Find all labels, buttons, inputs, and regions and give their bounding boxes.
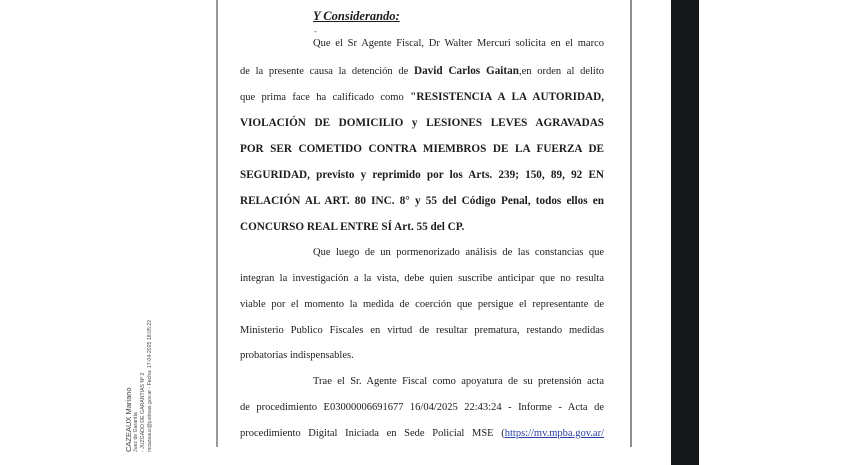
text-span: ,en orden al delito (518, 66, 604, 77)
paragraph-line: probatorias indispensables. (240, 350, 354, 361)
charge-line: RELACIÓN AL ART. 80 INC. 8° y 55 del Código Penal, todos ellos en (240, 195, 604, 207)
heading-dash: - (314, 26, 317, 36)
signer-court: - JUZGADO DE GARANTIAS Nº 2 (140, 372, 146, 452)
charge-text: "RESISTENCIA A LA AUTORIDAD, (410, 91, 605, 103)
digital-signature-stamp (124, 282, 154, 452)
defendant-name: David Carlos Gaitan (413, 65, 519, 77)
text-span: de la presente causa la detención de (240, 66, 414, 77)
paragraph-line: de procedimiento E03000006691677 16/04/2025 22:43:24 - Informe - Acta de (240, 402, 604, 413)
text-span: que prima face ha calificado como (240, 92, 411, 103)
paragraph-line: Que el Sr Agente Fiscal, Dr Walter Mercuri solicita en el marco (313, 38, 604, 49)
viewer-scrollbar-strip[interactable] (671, 0, 699, 465)
page-border-right (630, 0, 632, 447)
charge-line: CONCURSO REAL ENTRE SÍ Art. 55 del CP. (240, 221, 465, 233)
signature-meta: mcazeaux@jusbsas.gov.ar - Fecha: 17-04-2025 18:05:22 (147, 319, 153, 452)
paragraph-line: Ministerio Publico Fiscales en virtud de resultar prematura, restando medidas (240, 325, 604, 336)
charge-line: VIOLACIÓN DE DOMICILIO y LESIONES LEVES AGRAVADAS (240, 117, 604, 129)
paragraph-line (240, 428, 604, 439)
paragraph-line (240, 65, 604, 77)
procedure-link[interactable]: https://mv.mpba.gov.ar/ (504, 428, 604, 439)
section-heading: Y Considerando: (313, 9, 400, 23)
page-border-left (216, 0, 218, 447)
charge-line: SEGURIDAD, previsto y reprimido por los Arts. 239; 150, 89, 92 EN (240, 169, 604, 181)
text-span: procedimiento Digital Iniciada en Sede Policial MSE ( (240, 428, 505, 439)
paragraph-line: Trae el Sr. Agente Fiscal como apoyatura de su pretensión acta (313, 376, 604, 387)
paragraph-line (240, 91, 604, 103)
signer-role: Juez de Garantía (133, 412, 139, 452)
charge-line: POR SER COMETIDO CONTRA MIEMBROS DE LA FUERZA DE (240, 143, 604, 155)
paragraph-line: viable por el momento la medida de coerción que persigue el representante de (240, 299, 604, 310)
signer-name: CAZEAUX Mariano (124, 387, 133, 452)
paragraph-line: Que luego de un pormenorizado análisis de las constancias que (313, 247, 604, 258)
paragraph-line: integran la investigación a la vista, debe quien suscribe anticipar que no resulta (240, 273, 604, 284)
